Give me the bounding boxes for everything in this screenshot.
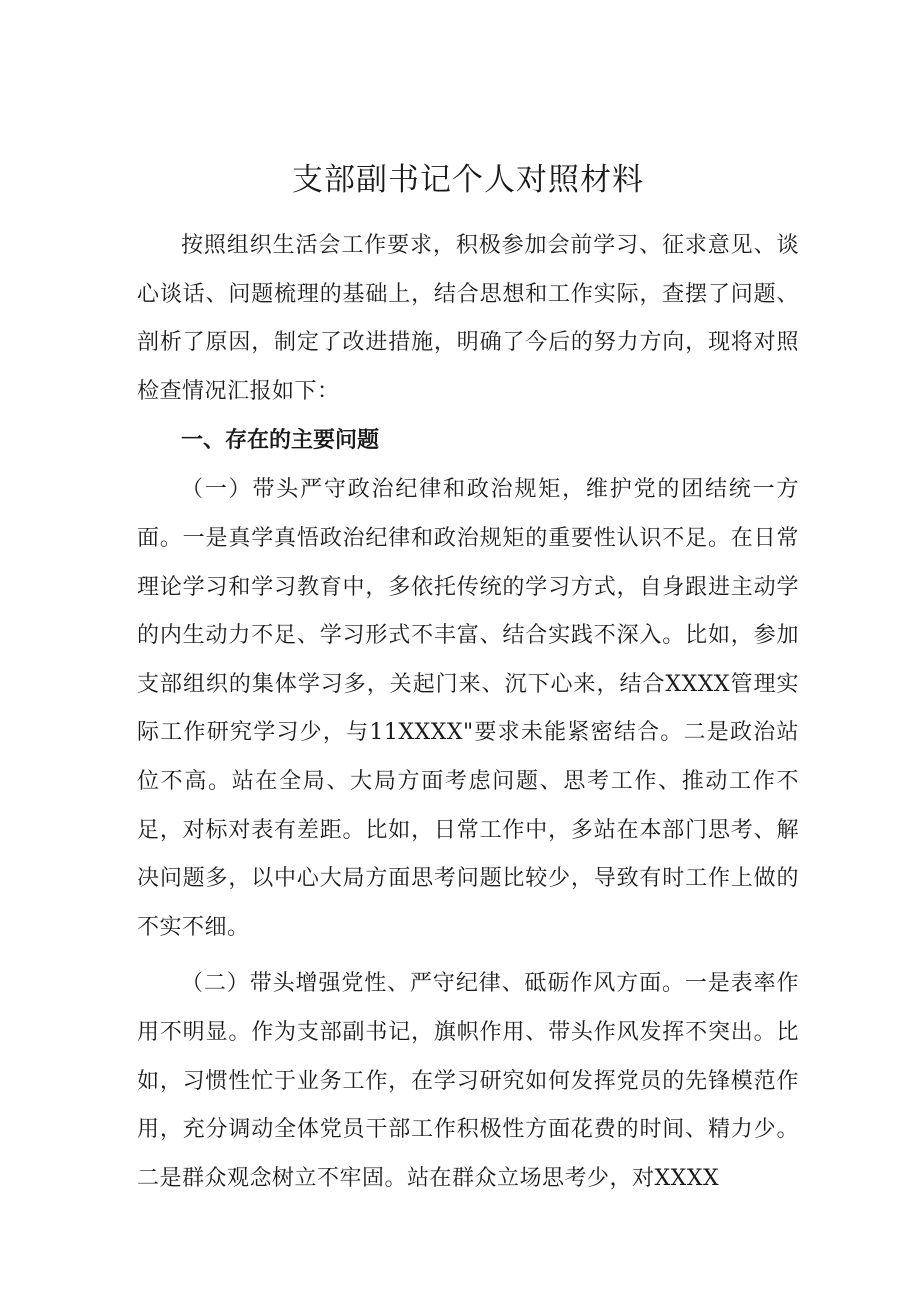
intro-paragraph: 按照组织生活会工作要求，积极参加会前学习、征求意见、谈心谈话、问题梳理的基础上，结合思想和工作实际，查摆了问题、剖析了原因，制定了改进措施，明确了今后的努力方向，现将对照检查情况汇报如下： [137, 233, 799, 404]
document-title: 支部副书记个人对照材料 [292, 162, 644, 198]
problem-item-2-paragraph: （二）带头增强党性、严守纪律、砥砺作风方面。一是表率作用不明显。作为支部副书记，旗帜作用、带头作风发挥不突出。比如，习惯性忙于业务工作，在学习研究如何发挥党员的先锋模范作用，充分调动全体党员干部工作积极性方面花费的时间、精力少。二是群众观念树立不牢固。站在群众立场思考少，对XXXX [137, 971, 799, 1191]
document-page [137, 150, 799, 1203]
section-heading-main-problems: 一、存在的主要问题 [181, 428, 380, 454]
problem-item-1-paragraph: （一）带头严守政治纪律和政治规矩，维护党的团结统一方面。一是真学真悟政治纪律和政治规矩的重要性认识不足。在日常理论学习和学习教育中，多依托传统的学习方式，自身跟进主动学的内生动力不足、学习形式不丰富、结合实践不深入。比如，参加支部组织的集体学习多，关起门来、沉下心来，结合XXXX管理实际工作研究学习少，与11XXXX"要求未能紧密结合。二是政治站位不高。站在全局、大局方面考虑问题、思考工作、推动工作不足，对标对表有差距。比如，日常工作中，多站在本部门思考、解决问题多，以中心大局方面思考问题比较少，导致有时工作上做的不实不细。 [137, 477, 799, 940]
